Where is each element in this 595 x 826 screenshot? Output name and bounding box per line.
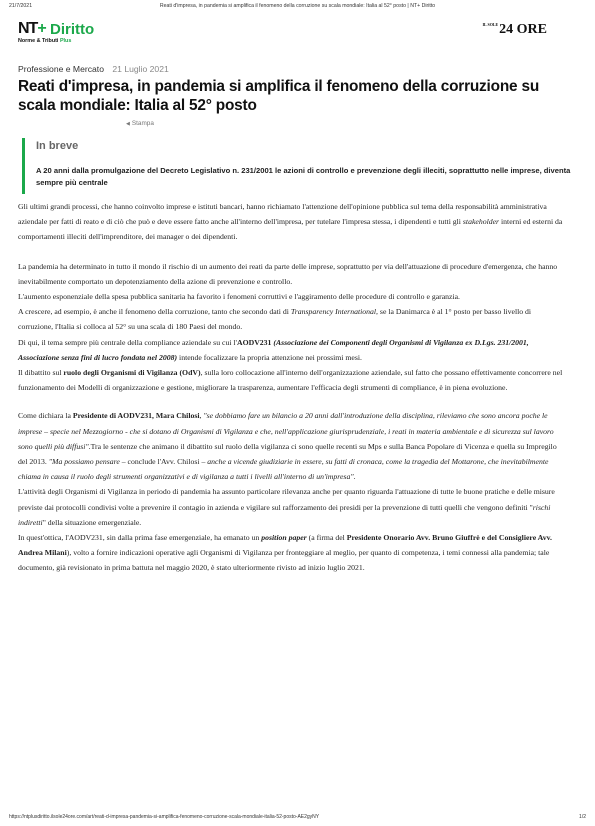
- paragraph: Come dichiara la Presidente di AODV231, Mara Chilosi, "se dobbiamo fare un bilancio a 20 anni dall'introduzione della disciplina, rileviamo che sono ancora poche le imprese – specie nel Mezzogiorno - che si dotano di Organismi di Vigilanza e che, nell'applicazione giurisprudenziale, i reati in materia ambientale e di sicurezza sul lavoro sono quelli più diffusi".Tra le sentenze che animano il dibattito sul ruolo della vigilanza ci sono quelle recenti su Mps e sulla Banca Popolare di Vicenza e quella su Impregilo del 2013. "Ma possiamo pensare – conclude l'Avv. Chilosi – anche a vicende giudiziarie in essere, su fatti di cronaca, come la tragedia del Mottarone, che inevitabilmente chiama in causa il ruolo degli strumenti organizzativi e di vigilanza a tutti i livelli all'interno di un'impresa".: [18, 411, 557, 482]
- caret-left-icon: ◀: [126, 121, 130, 127]
- print-date: 21/7/2021: [9, 3, 33, 9]
- print-footer: [9, 814, 586, 824]
- article-meta: [18, 64, 169, 74]
- nt-plus-diritto-logo[interactable]: [18, 20, 138, 42]
- sole-24-ore-logo[interactable]: $^{IL SOLE}$24 ORE: [482, 22, 547, 37]
- logo-name: Diritto: [50, 21, 95, 38]
- in-breve-text: A 20 anni dalla promulgazione del Decreto Legislativo n. 231/2001 le azioni di controllo e prevenzione degli illeciti, soprattutto nelle imprese, diventa sempre più centrale: [36, 166, 571, 187]
- paragraph: L'aumento esponenziale della spesa pubblica sanitaria ha favorito i fenomeni corruttivi e l'aggiramento delle procedure di controllo e garanzia.: [18, 292, 460, 302]
- paragraph: L'attività degli Organismi di Vigilanza in periodo di pandemia ha assunto particolare rilevanza anche per quanto riguarda l'attuazione di tutte le buone pratiche e delle misure previste dai protocolli condivisi volte a prevenire il contagio in azienda e vigilare sul rafforzamento dei presidi per la prevenzione di tutti quelli che vengono definiti "rischi indiretti" della situazione emergenziale.: [18, 487, 555, 527]
- print-header: [9, 3, 586, 13]
- in-breve-box: [22, 138, 580, 194]
- logo-subtitle: Norme & Tributi Plus: [18, 38, 72, 44]
- paragraph: Di qui, il tema sempre più centrale della compliance aziendale su cui l'AODV231 (Associazione dei Componenti degli Organismi di Vigilanza ex D.Lgs. 231/2001, Associazione senza fini di lucro fondata nel 2008) intende focalizzare la propria attenzione nei prossimi mesi.: [18, 337, 529, 362]
- print-page-title: Reati d'impresa, in pandemia si amplifica il fenomeno della corruzione su scala mondiale: Italia al 52° posto | NT+ Diritto: [159, 3, 436, 9]
- paragraph: Gli ultimi grandi processi, che hanno coinvolto imprese e istituti bancari, hanno richiamato l'attenzione dell'opinione pubblica sul tema della responsabilità amministrativa aziendale per fatti di reato e di ciò che può e deve essere fatto anche all'interno dell'impresa, per tutelare l'impresa stessa, i dipendenti e tutti gli stakeholder interni ed esterni da comportamenti illeciti dell'imprenditore, dei manager o dei dipendenti.: [18, 202, 563, 242]
- in-breve-label: In breve: [36, 140, 79, 152]
- paragraph: A crescere, ad esempio, è anche il fenomeno della corruzione, tanto che secondo dati di Transparency International, se la Danimarca è al 1° posto per basso livello di corruzione, l'Italia si colloca al 52° su una scala di 180 Paesi del mondo.: [18, 307, 532, 332]
- article-section[interactable]: Professione e Mercato: [18, 64, 104, 74]
- paragraph: La pandemia ha determinato in tutto il mondo il rischio di un aumento dei reati da parte delle imprese, soprattutto per via dell'attuazione di procedure d'emergenza, che hanno inevitabilmente comportato un depotenziamento della azione di prevenzione e controllo.: [18, 261, 558, 286]
- logo-nt: NT+: [18, 20, 46, 37]
- article-title: Reati d'impresa, in pandemia si amplifica il fenomeno della corruzione su scala mondiale: Italia al 52° posto: [18, 78, 540, 114]
- paragraph: In quest'ottica, l'AODV231, sin dalla prima fase emergenziale, ha emanato un position paper (a firma del Presidente Onorario Avv. Bruno Giuffrè e del Consigliere Avv. Andrea Milani), volto a fornire indicazioni operative agli Organismi di Vigilanza per fronteggiare al meglio, per quanto di competenza, i temi connessi alla pandemia; tale documento, già revisionato in prima battuta nel maggio 2020, è stato ulteriormente rivisto ad inizio luglio 2021.: [18, 533, 552, 573]
- article-date: 21 Luglio 2021: [112, 64, 169, 74]
- article-body: [18, 199, 563, 576]
- page-number: 1/2: [579, 814, 586, 820]
- print-button[interactable]: [126, 120, 154, 127]
- print-label: Stampa: [131, 120, 154, 127]
- paragraph: Il dibattito sul ruolo degli Organismi di Vigilanza (OdV), sulla loro collocazione all'interno dell'organizzazione aziendale, sul fatto che possano effettivamente concorrere nel funzionamento dei Modelli di organizzazione e gestione, migliorare la trasparenza, aumentare l'efficacia degli strumenti di compliance, è in piena evoluzione.: [18, 368, 563, 393]
- print-url[interactable]: https://ntplusdiritto.ilsole24ore.com/art/reati-d-impresa-pandemia-si-amplifica-fenomeno-corruzione-scala-mondiale-italia-52-posto-AE2gyNY: [9, 814, 320, 820]
